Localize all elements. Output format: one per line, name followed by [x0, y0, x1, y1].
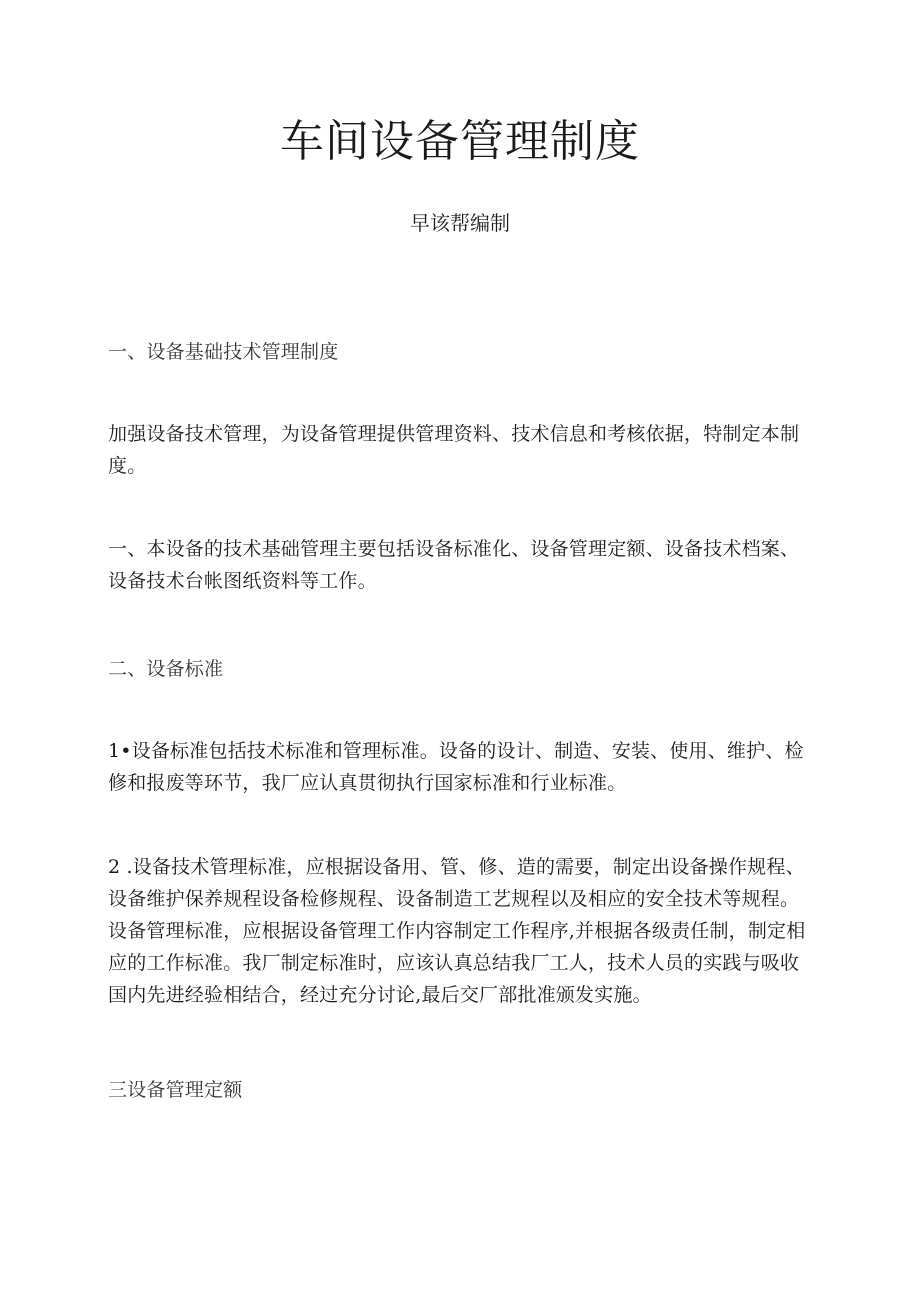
document-subtitle: 早该帮编制 — [410, 211, 510, 235]
paragraph-scope: 一、本设备的技术基础管理主要包括设备标准化、设备管理定额、设备技术档案、设备技术台帐图纸资料等工作。 — [108, 538, 800, 592]
document-title: 车间设备管理制度 — [280, 116, 640, 167]
section-heading-equipment-standards: 二、设备标准 — [108, 658, 224, 680]
paragraph-standards-2: 2 .设备技术管理标准，应根据设备用、管、修、造的需要，制定出设备操作规程、设备维护保养规程设备检修规程、设备制造工艺规程以及相应的安全技术等规程。设备管理标准，应根据设备管理工作内容制定工作程序,并根据各级责任制，制定相应的工作标准。我厂制定标准时，应该认真总结我厂工人，技术人员的实践与吸收国内先进经验相结合，经过充分讨论,最后交厂部批准颁发实施。 — [108, 856, 806, 1006]
section-heading-management-quota: 三设备管理定额 — [108, 1079, 243, 1101]
paragraph-intro: 加强设备技术管理，为设备管理提供管理资料、技术信息和考核依据，特制定本制度。 — [108, 423, 800, 477]
section-heading-basic-management: 一、设备基础技术管理制度 — [108, 341, 339, 363]
paragraph-standards-1: 1•设备标准包括技术标准和管理标准。设备的设计、制造、安装、使用、维护、检修和报废等环节，我厂应认真贯彻执行国家标准和行业标准。 — [108, 740, 804, 794]
